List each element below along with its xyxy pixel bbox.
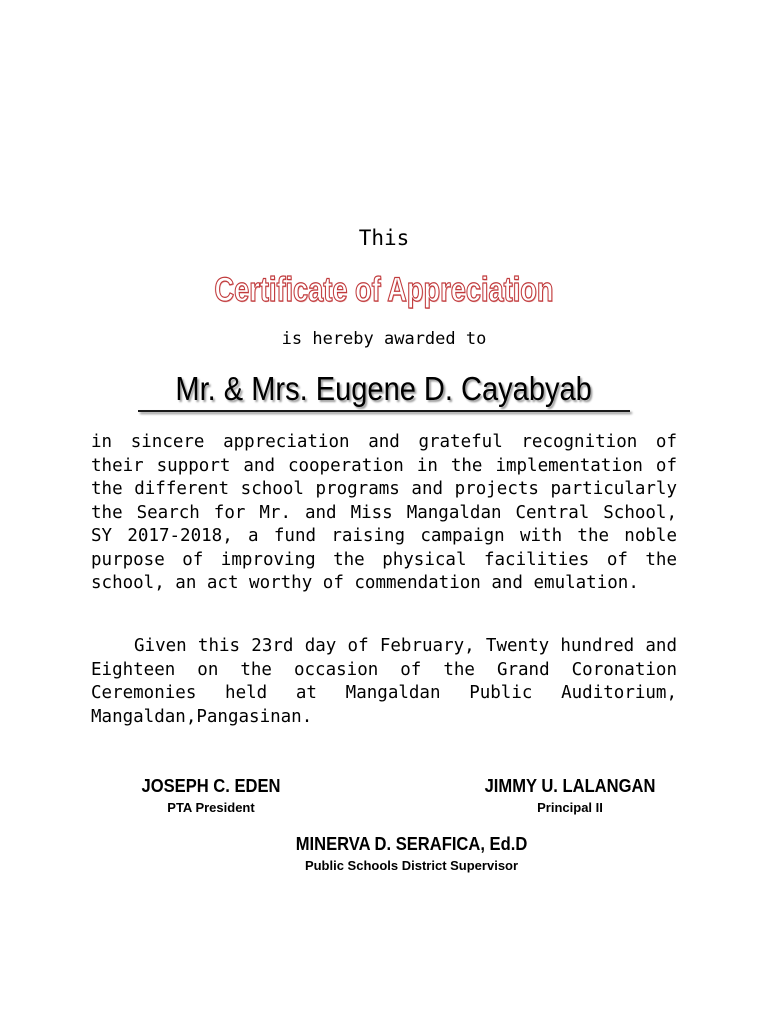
recipient-name: Mr. & Mrs. Eugene D. Cayabyab [175,370,593,407]
given-paragraph: Given this 23rd day of February, Twenty hundred and Eighteen on the occasion of the Grand Coronation Ceremonies held at Mangaldan Public Auditorium, Mangaldan,Pangasinan. [91,636,677,727]
signatory-district-supervisor [234,833,589,875]
signatory-role: Public Schools District Supervisor [304,858,519,873]
signatory-role: Principal II [537,800,603,815]
signatory-name: JIMMY U. LALANGAN [484,776,656,796]
recipient-block [0,369,768,409]
certificate-title: Certificate of Appreciation [214,271,554,309]
recipient-underline [138,410,630,412]
signatory-name: MINERVA D. SERAFICA, Ed.D [295,834,528,854]
signatory-principal [450,775,690,817]
signatory-pta-president [111,775,311,817]
signatory-name: JOSEPH C. EDEN [141,776,281,796]
signatory-role: PTA President [167,800,255,815]
awarded-line: is hereby awarded to [281,329,487,349]
intro-text: This [358,226,410,250]
appreciation-paragraph: in sincere appreciation and grateful recognition of their support and cooperation in the implementation of the different school programs and projects particularly the Search for Mr. and Miss Mangaldan Central School, SY 2017-2018, a fund raising campaign with the noble purpose of improving the physical facilities of the school, an act worthy of commendation and emulation. [91,432,677,593]
